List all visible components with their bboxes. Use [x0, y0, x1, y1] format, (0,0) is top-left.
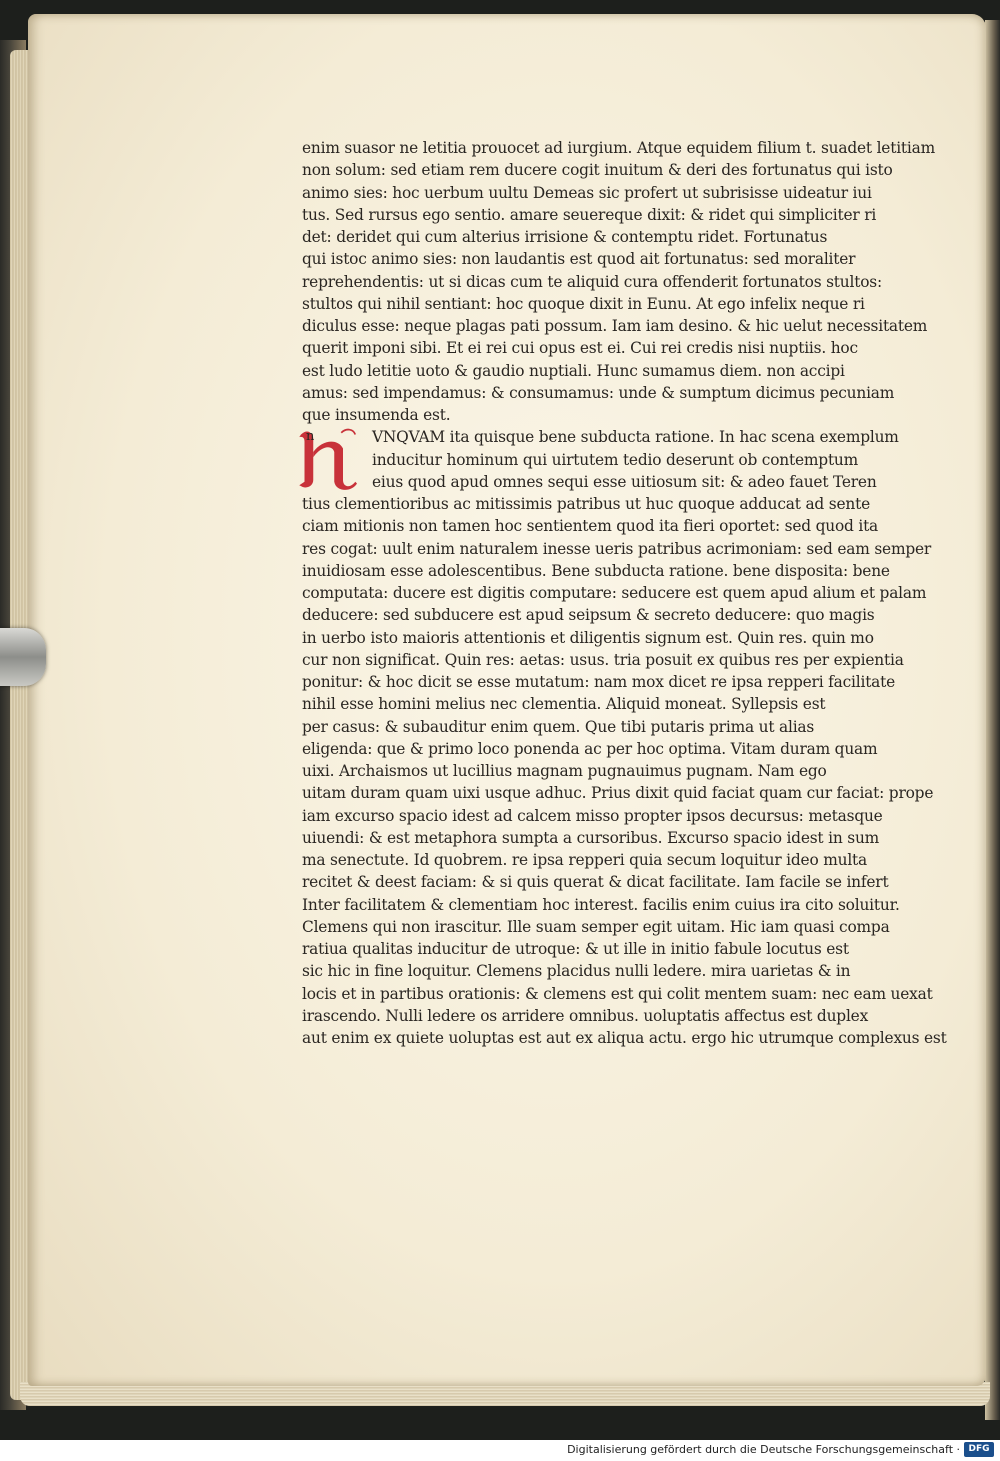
text-line: irascendo. Nulli ledere os arridere omnibus. uoluptatis affectus est duplex: [302, 1006, 869, 1025]
text-line: Inter facilitatem & clementiam hoc interest. facilis enim cuius ira cito soluitur.: [302, 895, 900, 914]
text-line: locis et in partibus orationis: & clemens est qui colit mentem suam: nec eam uexat: [302, 984, 933, 1003]
book-edge-right: [985, 20, 1000, 1420]
text-line: uiuendi: & est metaphora sumpta a cursoribus. Excurso spacio idest in sum: [302, 828, 880, 847]
text-line: tius clementioribus ac mitissimis patribus ut huc quoque adducat ad sente: [302, 495, 870, 513]
text-line: iam excurso spacio idest ad calcem misso propter ipsos decursus: metasque: [302, 806, 883, 825]
text-line: inuidiosam esse adolescentibus. Bene subducta ratione. bene disposita: bene: [302, 561, 890, 580]
text-line: ciam mitionis non tamen hoc sentientem quod ita fieri oportet: sed quod ita: [302, 517, 879, 536]
text-line: eligenda: que & primo loco ponenda ac per hoc optima. Vitam duram quam: [302, 739, 878, 758]
text-line: computata: ducere est digitis computare: seducere est quem apud alium et palam: [302, 584, 927, 602]
text-line: inducitur hominum qui uirtutem tedio deserunt ob contemptum: [372, 450, 859, 469]
text-line: in uerbo isto maioris attentionis et diligentis signum est. Quin res. quin mo: [302, 628, 874, 647]
text-line: sic hic in fine loquitur. Clemens placidus nulli ledere. mira uarietas & in: [302, 962, 851, 981]
text-line: diculus esse: neque plagas pati possum. Iam iam desino. & hic uelut necessitatem: [302, 317, 928, 335]
text-line: cur non significat. Quin res: aetas: usus. tria posuit ex quibus res per expientia: [302, 650, 904, 669]
dfg-logo-icon: DFG: [964, 1442, 994, 1457]
text-block: [302, 137, 947, 1049]
text-line: est ludo letitie uoto & gaudio nuptiali. Hunc sumamus diem. non accipi: [302, 361, 845, 380]
text-line: recitet & deest faciam: & si quis querat & dicat facilitate. Iam facile se infert: [302, 873, 889, 892]
text-line: res cogat: uult enim naturalem inesse ueris patribus acrimoniam: sed eam semper: [302, 539, 932, 558]
text-lines-after: [302, 493, 947, 1049]
text-line: uitam duram quam uixi usque adhuc. Prius dixit quid faciat quam cur faciat: prope: [302, 784, 934, 803]
text-lines-initial: [302, 426, 899, 493]
text-line: VNQVAM ita quisque bene subducta ratione. In hac scena exemplum: [372, 428, 899, 447]
text-line: tus. Sed rursus ego sentio. amare seuereque dixit: & ridet qui simpliciter ri: [302, 205, 877, 224]
footer-credit: Digitalisierung gefördert durch die Deutsche Forschungsgemeinschaft ·: [567, 1443, 960, 1456]
text-line: deducere: sed subducere est apud seipsum & secreto deducere: quo magis: [302, 606, 875, 625]
text-line: stultos qui nihil sentiant: hoc quoque dixit in Eunu. At ego infelix neque ri: [302, 294, 865, 313]
text-line: qui istoc animo sies: non laudantis est quod ait fortunatus: sed moraliter: [302, 250, 856, 269]
text-lines-top: [302, 137, 935, 426]
initial-section: [302, 426, 899, 493]
text-line: amus: sed impendamus: & consumamus: unde & sumptum dicimus pecuniam: [302, 383, 895, 402]
text-line: non solum: sed etiam rem ducere cogit inuitum & deri des fortunatus qui isto: [302, 161, 893, 180]
text-line: Clemens qui non irascitur. Ille suam semper egit uitam. Hic iam quasi compa: [302, 917, 890, 936]
text-line: enim suasor ne letitia prouocet ad iurgium. Atque equidem filium t. suadet letitiam: [302, 139, 935, 157]
text-line: ratiua qualitas inducitur de utroque: & ut ille in initio fabule locutus est: [302, 940, 849, 958]
text-line: reprehendentis: ut si dicas cum te aliquid cura offenderit fortunatos stultos:: [302, 272, 882, 291]
footer: [0, 1440, 1000, 1461]
text-line: aut enim ex quiete uoluptas est aut ex aliqua actu. ergo hic utrumque complexus est: [302, 1029, 947, 1047]
text-line: querit imponi sibi. Et ei rei cui opus est ei. Cui rei credis nisi nuptiis. hoc: [302, 339, 858, 358]
text-line: nihil esse homini melius nec clementia. Aliquid moneat. Syllepsis est: [302, 695, 826, 714]
text-line: eius quod apud omnes sequi esse uitiosum sit: & adeo fauet Teren: [372, 472, 877, 491]
text-line: det: deridet qui cum alterius irrisione & contemptu ridet. Fortunatus: [302, 228, 828, 246]
text-line: uixi. Archaismos ut lucillius magnam pugnauimus pugnam. Nam ego: [302, 762, 827, 780]
initial-letter-n-icon: [294, 424, 364, 494]
clasp-tab: [0, 628, 46, 686]
text-line: per casus: & subauditur enim quem. Que tibi putaris prima ut alias: [302, 717, 815, 736]
text-line: animo sies: hoc uerbum uultu Demeas sic profert ut subrisisse uideatur iui: [302, 183, 872, 202]
text-line: ma senectute. Id quobrem. re ipsa repperi quia secum loquitur ideo multa: [302, 851, 868, 869]
initial-letter-guide: n: [306, 429, 315, 445]
text-line: que insumenda est.: [302, 406, 451, 424]
text-line: ponitur: & hoc dicit se esse mutatum: nam mox dicet re ipsa repperi facilitate: [302, 673, 896, 691]
